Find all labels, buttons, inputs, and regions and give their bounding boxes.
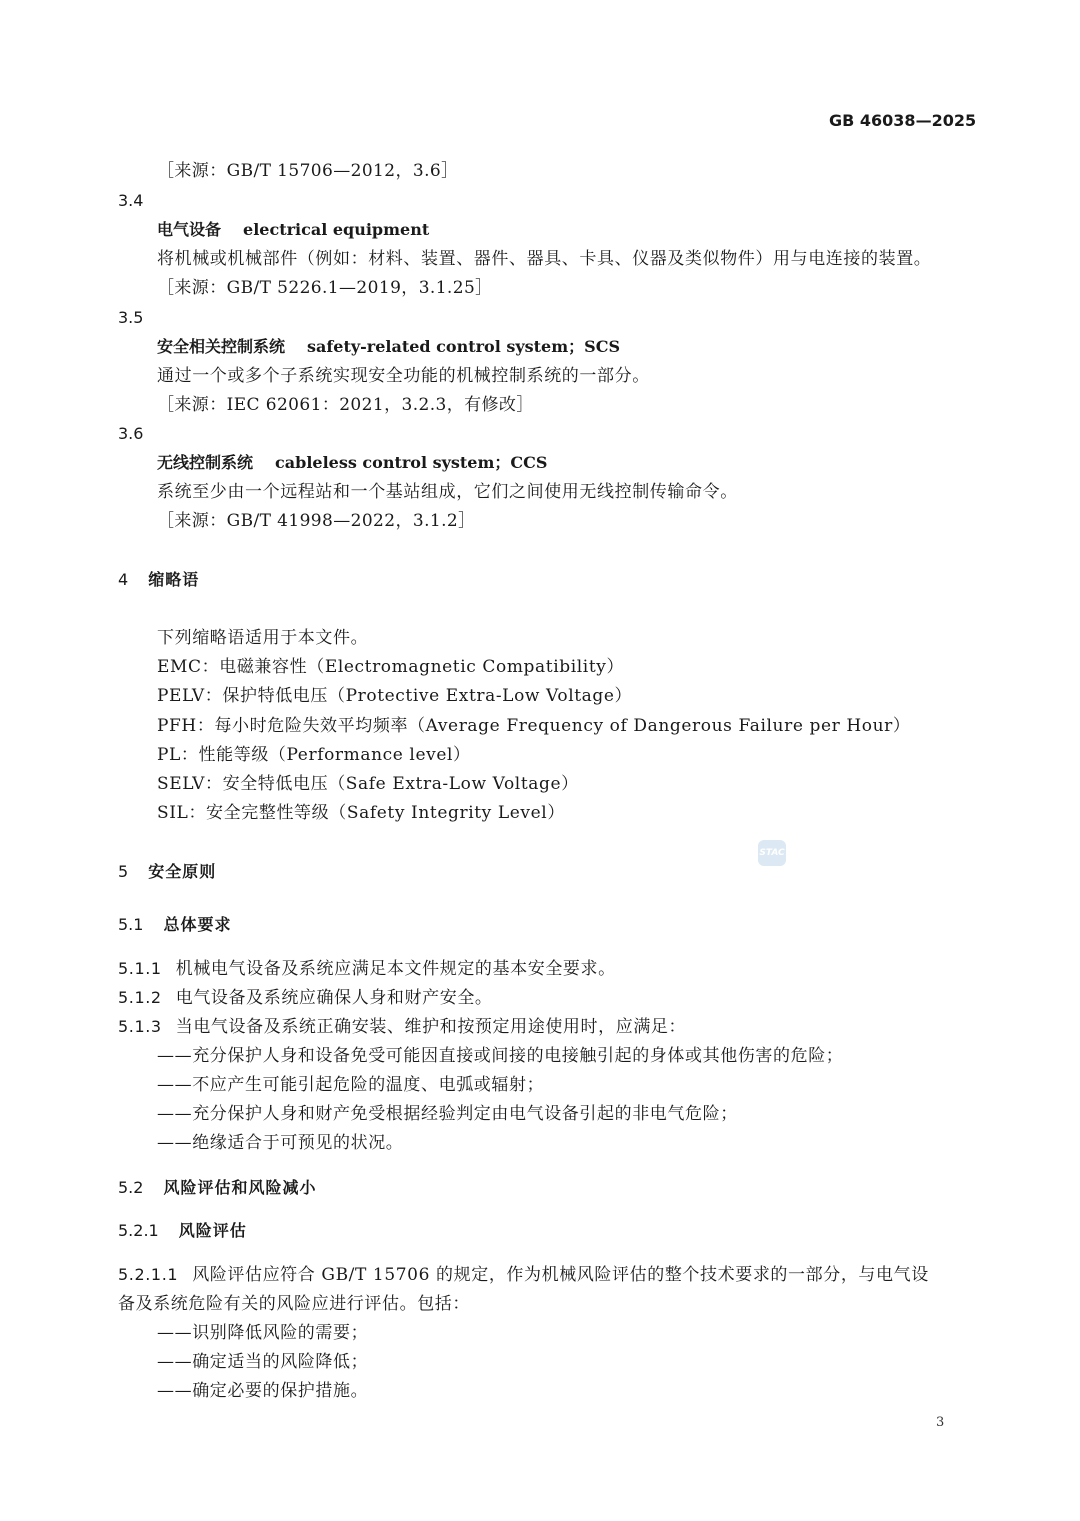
section-4-title: 缩略语 bbox=[148, 570, 200, 589]
term-3-5-cn: 安全相关控制系统 bbox=[157, 337, 286, 356]
clause-number: 5.2.1.1 bbox=[118, 1265, 179, 1284]
list-item: ——确定必要的保护措施。 bbox=[157, 1381, 369, 1401]
section-5-2-number: 5.2 bbox=[118, 1178, 144, 1197]
section-5-2-1-title: 风险评估 bbox=[178, 1221, 247, 1240]
abbreviation-item: EMC：电磁兼容性（Electromagnetic Compatibility） bbox=[157, 657, 625, 677]
section-4-heading bbox=[118, 572, 199, 588]
term-3-3-source: ［来源：GB/T 15706—2012，3.6］ bbox=[157, 161, 459, 181]
clause-text: 电气设备及系统应确保人身和财产安全。 bbox=[175, 988, 493, 1008]
clause-text-line-2: 备及系统危险有关的风险应进行评估。包括： bbox=[118, 1294, 470, 1314]
section-5-2-1-heading bbox=[118, 1223, 247, 1239]
list-item: ——不应产生可能引起危险的温度、电弧或辐射； bbox=[157, 1075, 545, 1095]
page-number: 3 bbox=[936, 1415, 945, 1430]
clause-number: 5.1.3 bbox=[118, 1017, 162, 1036]
section-5-title: 安全原则 bbox=[148, 862, 217, 881]
term-3-4-source: ［来源：GB/T 5226.1—2019，3.1.25］ bbox=[157, 278, 493, 298]
abbreviation-item: PFH：每小时危险失效平均频率（Average Frequency of Dangerous Failure per Hour） bbox=[157, 716, 911, 736]
clause-text: 当电气设备及系统正确安装、维护和按预定用途使用时，应满足： bbox=[175, 1017, 687, 1037]
section-5-1-number: 5.1 bbox=[118, 915, 144, 934]
section-5-2-heading bbox=[118, 1180, 316, 1196]
clause-number: 5.1.1 bbox=[118, 959, 162, 978]
abbreviation-item: SIL：安全完整性等级（Safety Integrity Level） bbox=[157, 803, 565, 823]
term-3-4-cn: 电气设备 bbox=[157, 220, 222, 239]
clause-5-1-1 bbox=[118, 961, 616, 978]
list-item: ——充分保护人身和设备免受可能因直接或间接的电接触引起的身体或其他伤害的危险； bbox=[157, 1046, 844, 1066]
term-3-5-heading bbox=[157, 339, 620, 355]
section-5-1-title: 总体要求 bbox=[163, 915, 232, 934]
section-5-number: 5 bbox=[118, 862, 129, 881]
term-3-4-en: electrical equipment bbox=[243, 220, 430, 239]
term-3-5-definition: 通过一个或多个子系统实现安全功能的机械控制系统的一部分。 bbox=[157, 366, 650, 386]
term-3-4-number: 3.4 bbox=[118, 191, 144, 210]
term-3-5-number: 3.5 bbox=[118, 308, 144, 327]
clause-5-1-3 bbox=[118, 1019, 686, 1036]
list-item: ——充分保护人身和财产免受根据经验判定由电气设备引起的非电气危险； bbox=[157, 1104, 738, 1124]
section-5-2-1-number: 5.2.1 bbox=[118, 1221, 159, 1240]
list-item: ——绝缘适合于可预见的状况。 bbox=[157, 1133, 404, 1153]
section-5-1-heading bbox=[118, 917, 231, 933]
term-3-5-source: ［来源：IEC 62061：2021，3.2.3，有修改］ bbox=[157, 395, 534, 415]
abbreviation-item: SELV：安全特低电压（Safe Extra-Low Voltage） bbox=[157, 774, 579, 794]
clause-5-2-1-1 bbox=[118, 1267, 929, 1284]
term-3-4-heading bbox=[157, 222, 429, 238]
term-3-6-en: cableless control system；CCS bbox=[275, 453, 548, 472]
watermark-logo: STAC bbox=[758, 840, 786, 866]
abbreviation-item: PELV：保护特低电压（Protective Extra-Low Voltage） bbox=[157, 686, 633, 706]
clause-5-1-2 bbox=[118, 990, 493, 1007]
clause-text-line-1: 风险评估应符合 GB/T 15706 的规定，作为机械风险评估的整个技术要求的一部分，与电气设 bbox=[192, 1265, 929, 1285]
term-3-6-definition: 系统至少由一个远程站和一个基站组成，它们之间使用无线控制传输命令。 bbox=[157, 482, 738, 502]
term-3-6-cn: 无线控制系统 bbox=[157, 453, 254, 472]
abbreviation-item: PL：性能等级（Performance level） bbox=[157, 745, 471, 765]
standard-number: GB 46038—2025 bbox=[829, 111, 977, 130]
list-item: ——识别降低风险的需要； bbox=[157, 1323, 369, 1343]
term-3-5-en: safety-related control system；SCS bbox=[307, 337, 621, 356]
clause-number: 5.1.2 bbox=[118, 988, 162, 1007]
section-4-intro: 下列缩略语适用于本文件。 bbox=[157, 628, 369, 648]
section-4-number: 4 bbox=[118, 570, 129, 589]
list-item: ——确定适当的风险降低； bbox=[157, 1352, 369, 1372]
section-5-heading bbox=[118, 864, 216, 880]
term-3-6-source: ［来源：GB/T 41998—2022，3.1.2］ bbox=[157, 511, 476, 531]
term-3-6-number: 3.6 bbox=[118, 424, 144, 443]
section-5-2-title: 风险评估和风险减小 bbox=[163, 1178, 317, 1197]
term-3-6-heading bbox=[157, 455, 547, 471]
term-3-4-definition: 将机械或机械部件（例如：材料、装置、器件、器具、卡具、仪器及类似物件）用与电连接的装置。 bbox=[157, 249, 932, 269]
clause-text: 机械电气设备及系统应满足本文件规定的基本安全要求。 bbox=[175, 959, 616, 979]
